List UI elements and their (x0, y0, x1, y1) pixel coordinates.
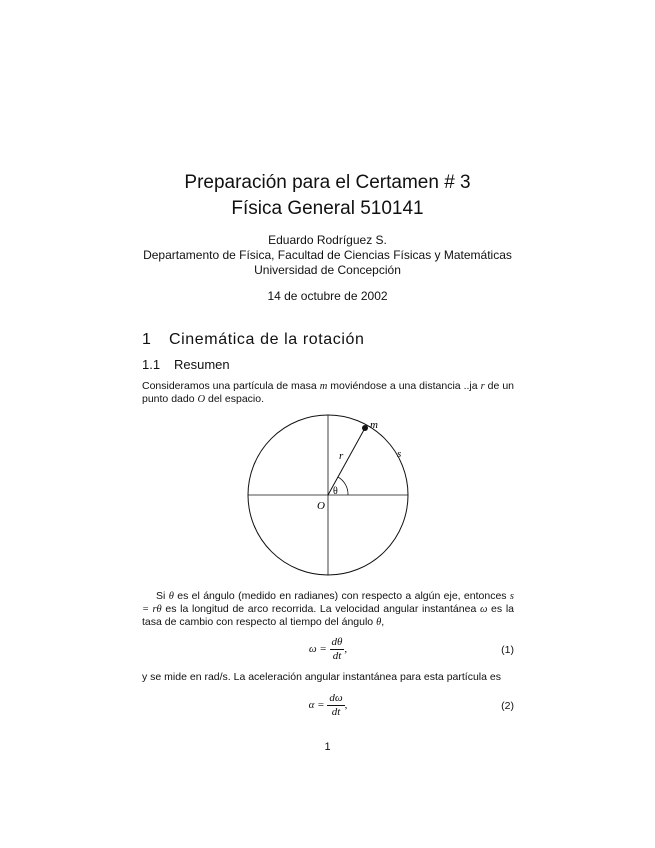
section-number: 1 (142, 331, 152, 348)
para-text: es la tasa de cambio con respecto al tiempo del ángulo (142, 603, 514, 628)
para-text: Si (156, 590, 169, 602)
eq2-numerator: dω (329, 692, 343, 704)
label-theta: θ (333, 486, 338, 497)
theta-arc (338, 477, 348, 495)
eq2-comma: , (344, 699, 348, 712)
omega-symbol: ω (479, 604, 488, 615)
eq2-fraction (327, 692, 344, 719)
label-r: r (339, 450, 344, 462)
equation-1 (142, 636, 514, 666)
particle-dot (362, 425, 368, 431)
intro-text: moviéndose a una distancia ..ja (327, 380, 481, 392)
label-m: m (370, 419, 378, 431)
subsection-number: 1.1 (142, 357, 161, 372)
arc-length-expr: s = rθ (142, 591, 514, 615)
paragraph-angle (142, 590, 514, 629)
section-title: Cinemática de la rotación (169, 331, 365, 348)
page-number: 1 (324, 741, 331, 753)
department: Departamento de Física, Facultad de Ciencias Físicas y Matemáticas (143, 248, 512, 262)
eq2-lhs: α = (308, 699, 325, 712)
intro-text: Consideramos una partícula de masa (142, 380, 320, 392)
eq2-denominator: dt (331, 706, 341, 718)
equation-2 (142, 692, 514, 722)
university: Universidad de Concepción (254, 263, 401, 277)
label-origin: O (317, 500, 325, 512)
date: 14 de octubre de 2002 (267, 289, 388, 303)
para-text: es el ángulo (medido en radianes) con respecto a algún eje, entonces (173, 590, 510, 602)
para-text: y se mide en rad/s. La aceleración angular instantánea para esta partícula es (142, 671, 501, 683)
intro-text: del espacio. (205, 393, 265, 405)
mass-symbol: m (319, 381, 328, 392)
paragraph-acceleration (142, 671, 514, 684)
para-text: , (381, 616, 385, 628)
equation-number-1: (1) (501, 644, 514, 656)
eq1-comma: , (344, 643, 348, 656)
theta-symbol: θ (376, 617, 382, 628)
r-symbol: r (480, 381, 485, 392)
eq1-denominator: dt (332, 650, 342, 662)
theta-symbol: θ (168, 591, 174, 602)
label-s: s (397, 448, 402, 460)
eq1-fraction (330, 636, 348, 663)
subsection-title: Resumen (174, 357, 230, 372)
para-text: es la longitud de arco recorrida. La velocidad angular instantánea (161, 603, 480, 615)
eq1-numerator: dθ (331, 636, 343, 648)
o-symbol: O (197, 394, 206, 405)
paper-title-line2: Física General 510141 (231, 198, 424, 219)
author: Eduardo Rodríguez S. (268, 233, 387, 247)
paper-title-line1: Preparación para el Certamen # 3 (184, 172, 471, 193)
intro-text: de un punto dado (142, 380, 514, 405)
equation-number-2: (2) (501, 700, 514, 712)
radius-line (328, 428, 365, 495)
eq1-lhs: ω = (308, 643, 327, 656)
